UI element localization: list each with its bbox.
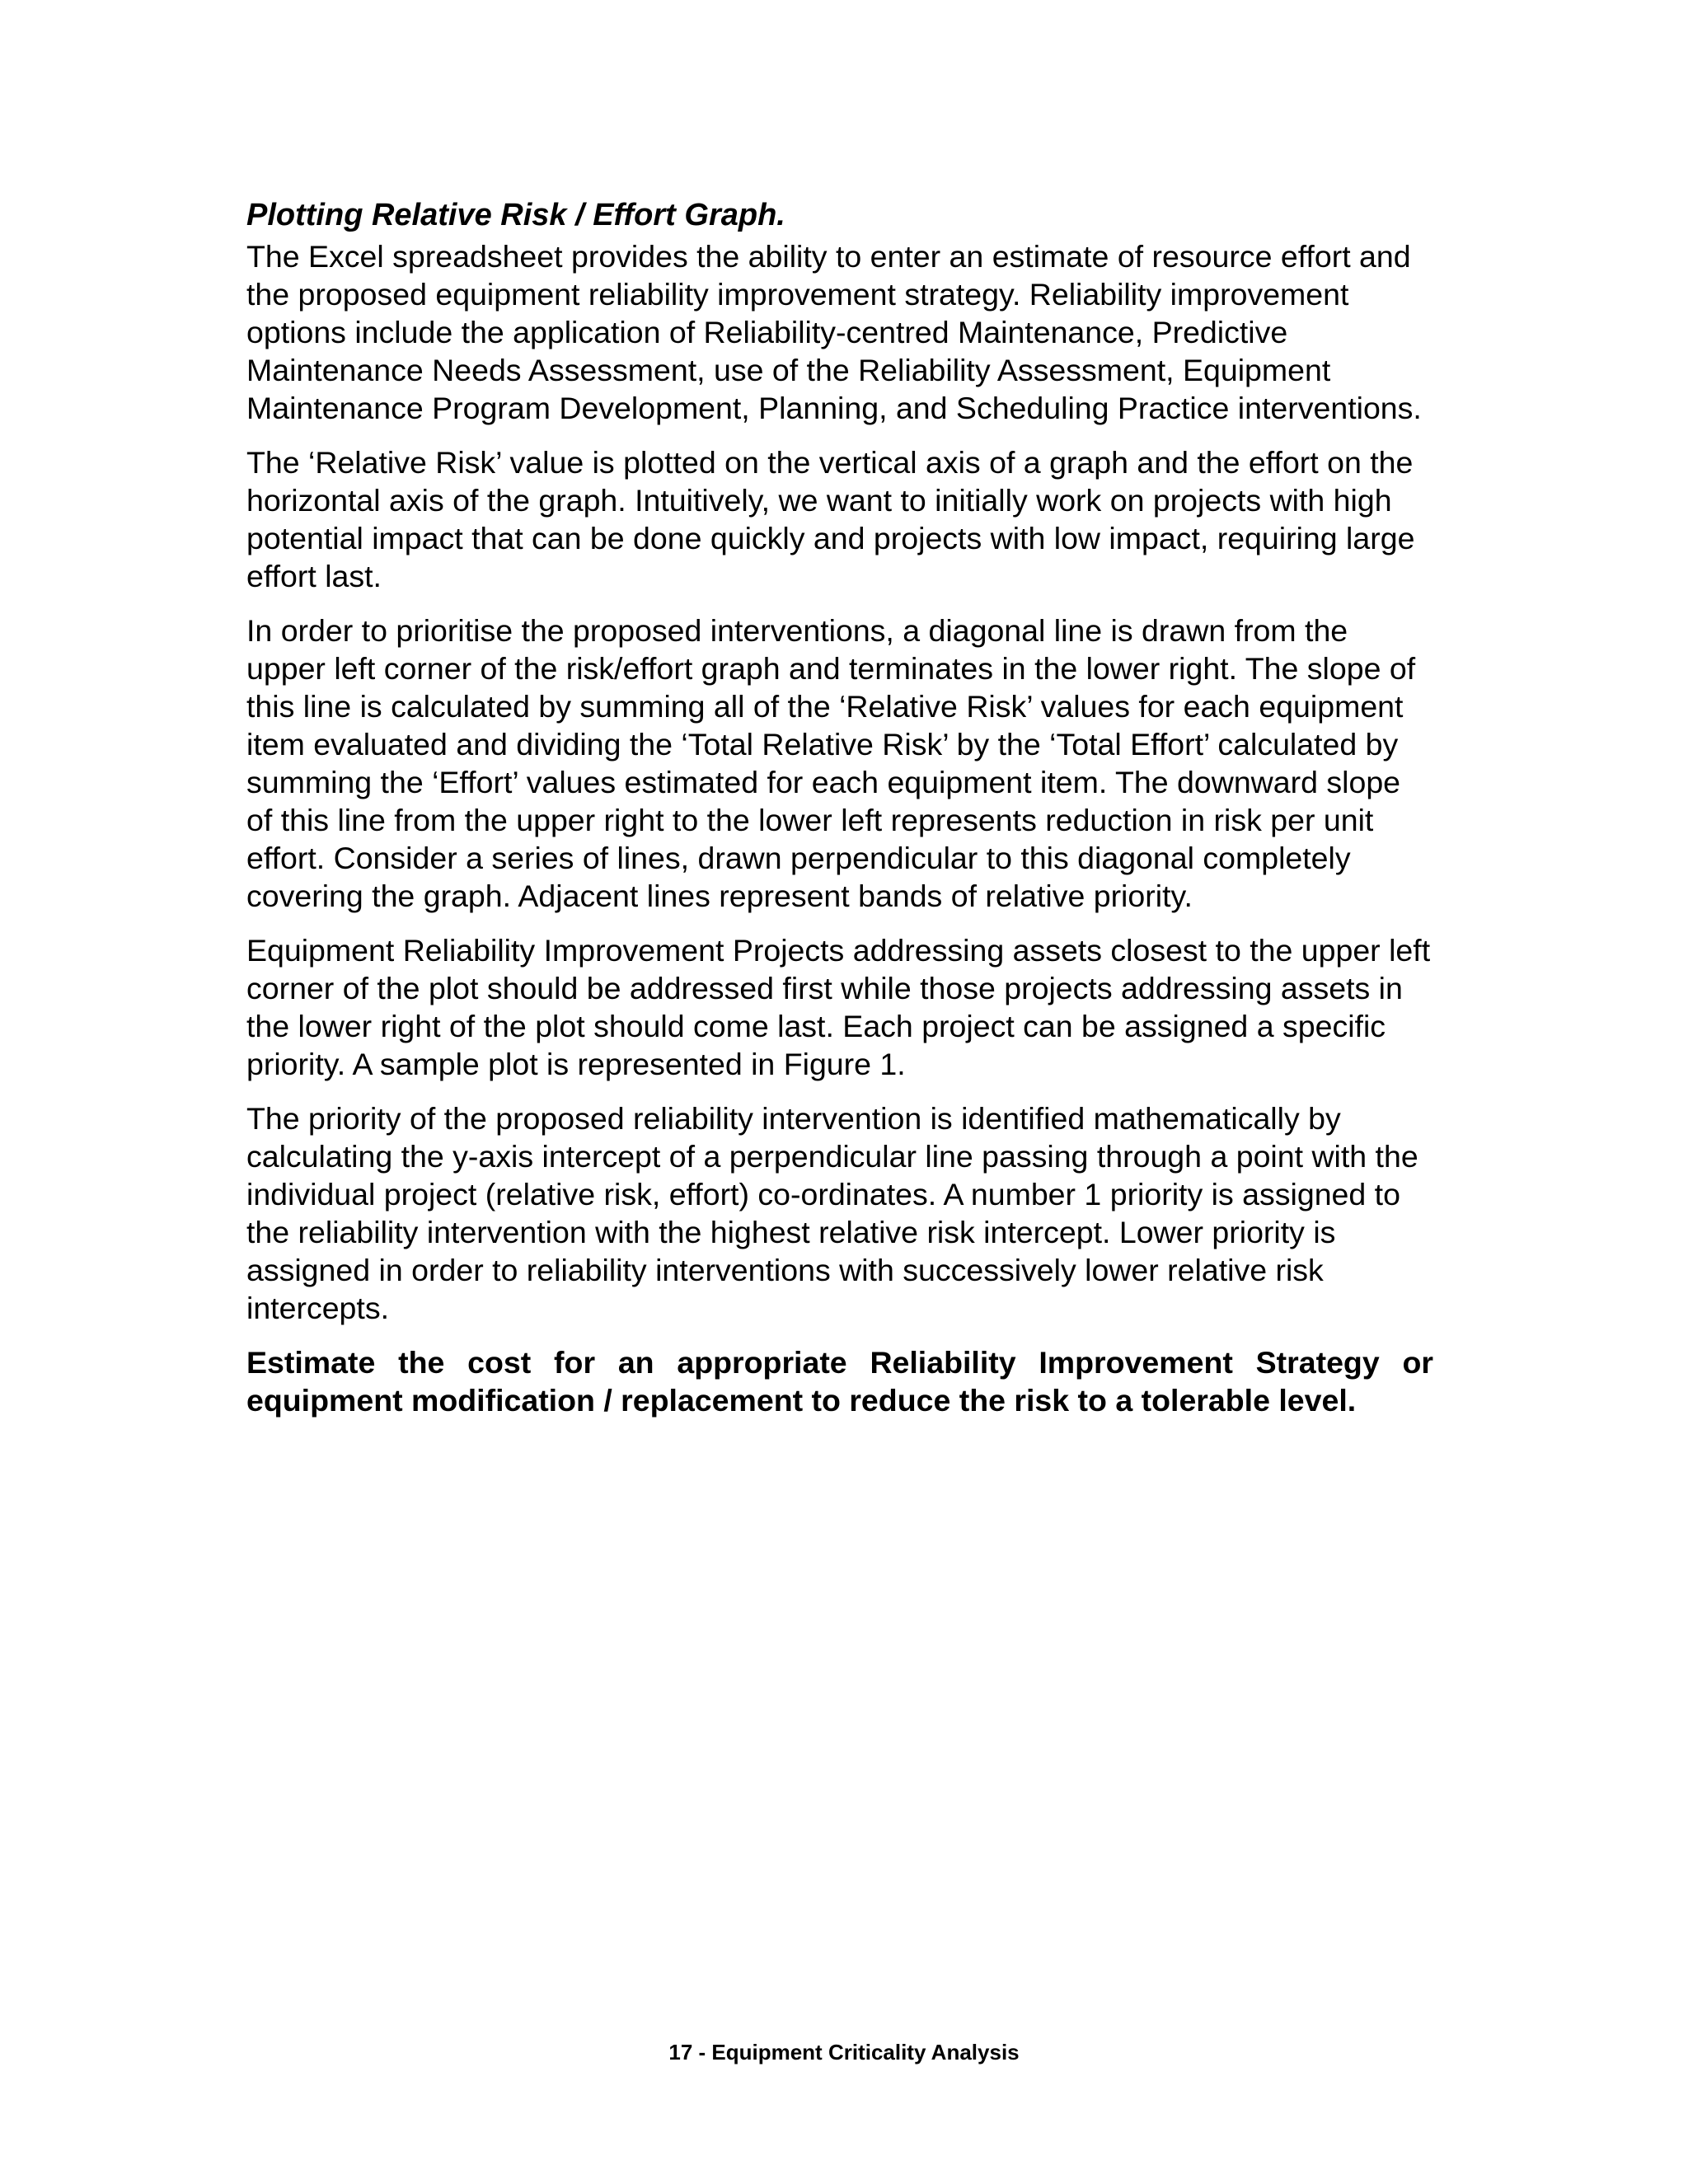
- paragraph-projects-order: Equipment Reliability Improvement Projects addressing assets closest to the upper left corner of the plot should be addressed first while those projects addressing assets in the lower right of the plot should come last. Each project can be assigned a specific priority. A sample plot is represented in Figure 1.: [246, 933, 1431, 1081]
- paragraph-priority-intercept: The priority of the proposed reliability intervention is identified mathematically by calculating the y-axis intercept of a perpendicular line passing through a point with the individual project (relative risk, effort) co-ordinates. A number 1 priority is assigned to the reliability intervention with the highest relative risk intercept. Lower priority is assigned in order to reliability interventions with successively lower relative risk intercepts.: [246, 1101, 1418, 1325]
- paragraph-relative-risk-axis: The ‘Relative Risk’ value is plotted on the vertical axis of a graph and the effort on the horizontal axis of the graph. Intuitively, we want to initially work on projects with high potential impact that can be done quickly and projects with low impact, requiring large effort last.: [246, 445, 1415, 593]
- paragraph-estimate-cost: Estimate the cost for an appropriate Reliability Improvement Strategy or equipment modification / replacement to reduce the risk to a tolerable level.: [246, 1345, 1433, 1418]
- page-body: [246, 196, 1433, 1436]
- section-heading: Plotting Relative Risk / Effort Graph.: [246, 198, 785, 232]
- paragraph-excel-spreadsheet: The Excel spreadsheet provides the ability to enter an estimate of resource effort and the proposed equipment reliability improvement strategy. Reliability improvement options include the application of Reliability-centred Maintenance, Predictive Maintenance Needs Assessment, use of the Reliability Assessment, Equipment Maintenance Program Development, Planning, and Scheduling Practice interventions.: [246, 239, 1422, 425]
- page-footer: 17 - Equipment Criticality Analysis: [668, 2040, 1020, 2064]
- paragraph-prioritise-diagonal: In order to prioritise the proposed interventions, a diagonal line is drawn from the upper left corner of the risk/effort graph and terminates in the lower right. The slope of this line is calculated by summing all of the ‘Relative Risk’ values for each equipment item evaluated and dividing the ‘Total Relative Risk’ by the ‘Total Effort’ calculated by summing the ‘Effort’ values estimated for each equipment item. The downward slope of this line from the upper right to the lower left represents reduction in risk per unit effort. Consider a series of lines, drawn perpendicular to this diagonal completely covering the graph. Adjacent lines represent bands of relative priority.: [246, 613, 1416, 913]
